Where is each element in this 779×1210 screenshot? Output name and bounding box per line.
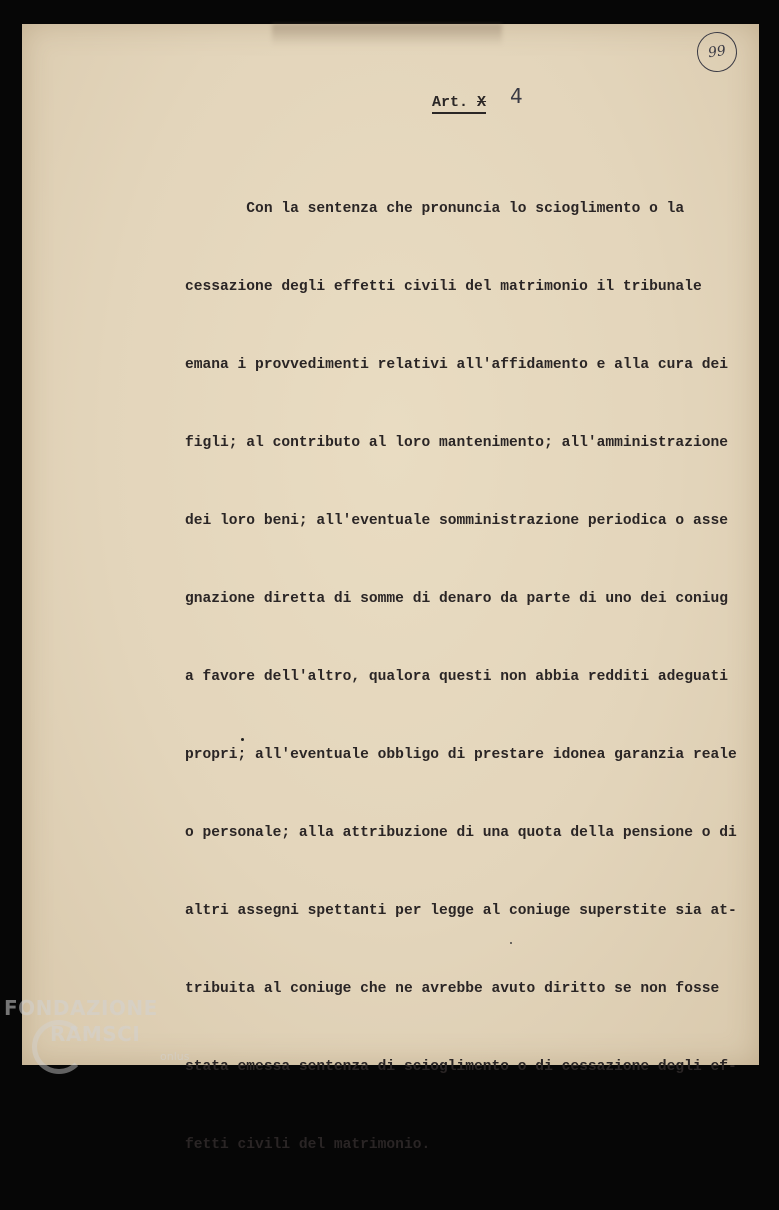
watermark-line-3: onlus — [160, 1050, 190, 1063]
watermark-line-1: FONDAZIONE — [4, 996, 158, 1020]
paper-speck — [510, 942, 512, 944]
article-title-struck-number: X — [477, 94, 487, 111]
body-line: o personale; alla attribuzione di una quota della pensione o di — [185, 825, 737, 841]
body-line: fetti civili del matrimonio. — [185, 1137, 431, 1153]
body-line: gnazione diretta di somme di denaro da parte di uno dei coniug — [185, 591, 728, 607]
body-line: cessazione degli effetti civili del matrimonio il tribunale — [185, 279, 702, 295]
body-line: tribuita al coniuge che ne avrebbe avuto diritto se non fosse — [185, 981, 720, 997]
paper-speck — [241, 738, 244, 741]
body-line: emana i provvedimenti relativi all'affidamento e alla cura dei — [185, 357, 728, 373]
document-page — [22, 24, 759, 1153]
body-line: Con la sentenza che pronuncia lo scioglimento o la — [185, 201, 685, 217]
body-line: stata emessa sentenza di scioglimento o di cessazione degli ef- — [185, 1059, 737, 1075]
watermark-line-2: RAMSCI — [50, 1022, 141, 1046]
archive-watermark-logo — [4, 996, 194, 1076]
article-title — [432, 84, 523, 114]
body-line: figli; al contributo al loro mantenimento; all'amministrazione — [185, 435, 728, 451]
article-body — [185, 144, 765, 1210]
article-title-text — [432, 94, 486, 114]
body-line: a favore dell'altro, qualora questi non abbia redditi adeguati — [185, 669, 728, 685]
page-number-stamp — [694, 29, 739, 74]
page-number: 99 — [707, 42, 727, 62]
article-title-prefix: Art. — [432, 94, 478, 111]
handwritten-correction: 4 — [510, 84, 523, 108]
body-line: propri; all'eventuale obbligo di prestare idonea garanzia reale — [185, 747, 737, 763]
body-line: altri assegni spettanti per legge al coniuge superstite sia at- — [185, 903, 737, 919]
body-line: dei loro beni; all'eventuale somministrazione periodica o asse — [185, 513, 728, 529]
